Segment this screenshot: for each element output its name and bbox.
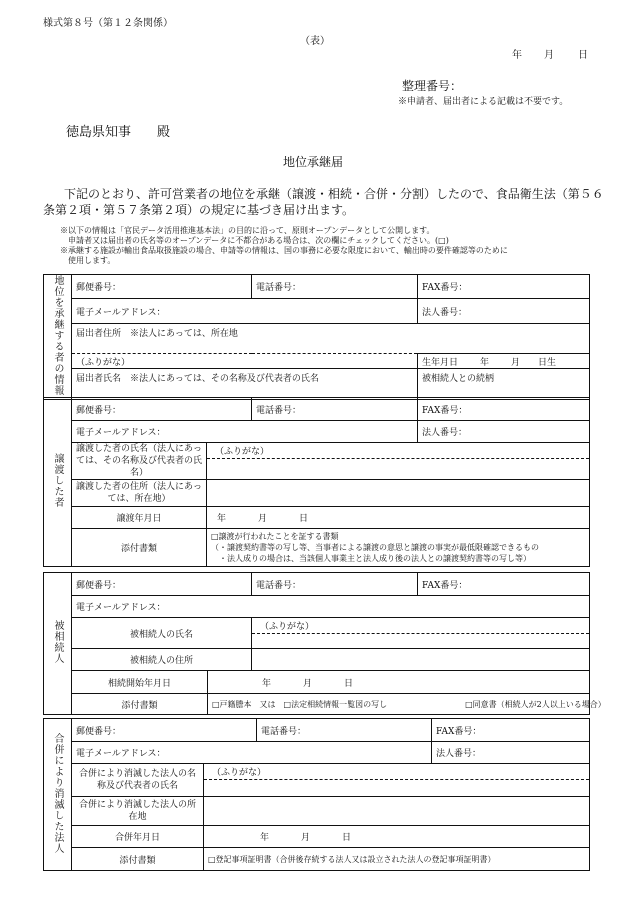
decedent-phone-field[interactable]: 電話番号： (252, 573, 418, 596)
transferor-docs-field[interactable]: □譲渡が行われたことを証する書類 （・譲渡契約書等の写し等、当事者による譲渡の意思と譲渡の事実が最低限確認できるもの ・法人成りの場合は、当該個人事業主と法人成り後の法人との譲渡契約書等の写し等） (207, 529, 590, 567)
note-line-1: ※以下の情報は「官民データ活用推進基本法」の目的に沿って、原則オープンデータとして公開します。 (60, 226, 435, 235)
date-day-label: 日 (578, 50, 588, 61)
successor-name-field[interactable]: 届出者氏名 ※法人にあっては、その名称及び代表者の氏名 (72, 369, 418, 400)
successor-furigana-field[interactable]: （ふりがな） (72, 354, 418, 369)
merged-postal-field[interactable]: 郵便番号： (72, 719, 257, 742)
section-decedent (43, 572, 606, 715)
inheritance-date-field[interactable]: 年 月 日 (208, 671, 590, 694)
section-merged-title: 合併により消滅した法人 (52, 732, 63, 854)
merged-address-field[interactable] (204, 797, 590, 826)
merged-name-field[interactable]: （ふりがな） (204, 764, 590, 797)
successor-phone-field[interactable]: 電話番号： (252, 275, 418, 299)
section-transferor (43, 397, 590, 567)
section-merged-corp (43, 718, 590, 871)
merged-fax-field[interactable]: FAX番号： (432, 719, 590, 742)
transferor-address-label: 譲渡した者の住所（法人にあっては、所在地） (72, 480, 207, 507)
section-decedent-title: 被相続人 (52, 620, 63, 664)
decedent-fax-field[interactable]: FAX番号： (418, 573, 590, 596)
form-number: 様式第８号（第１２条関係） (43, 18, 173, 29)
merged-phone-field[interactable]: 電話番号： (257, 719, 432, 742)
doc-consent-checkbox[interactable]: □同意書（相続人が2人以上いる場合） (465, 699, 606, 709)
section-decedent-title-cell (44, 573, 72, 715)
addressee: 徳島県知事 殿 (66, 125, 171, 140)
section-transferor-title-cell (44, 398, 72, 567)
page-side: （表） (300, 36, 330, 47)
transferor-docs-label: 添付書類 (72, 529, 207, 567)
seiri-note: ※申請者、届出者による記載は不要です。 (398, 97, 569, 107)
section-successor (43, 274, 590, 400)
decedent-address-field[interactable] (252, 649, 590, 671)
transfer-date-field[interactable]: 年 月 日 (207, 507, 590, 529)
successor-postal-field[interactable]: 郵便番号： (72, 275, 252, 299)
decedent-postal-field[interactable]: 郵便番号： (72, 573, 252, 596)
successor-email-field[interactable]: 電子メールアドレス： (72, 299, 418, 323)
merged-name-label: 合併により消滅した法人の名称及び代表者の氏名 (72, 764, 204, 797)
section-successor-title: 地位を承継する者の情報 (52, 275, 63, 396)
successor-address-field[interactable]: 届出者住所 ※法人にあっては、所在地 (72, 323, 590, 354)
section-successor-title-cell (44, 275, 72, 400)
transferor-name-field[interactable]: （ふりがな） (207, 443, 590, 480)
transferor-corp-no-field[interactable]: 法人番号： (418, 421, 590, 443)
merged-corp-no-field[interactable]: 法人番号： (432, 742, 590, 764)
section-transferor-title: 譲渡した者 (52, 453, 63, 508)
transferor-name-label: 譲渡した者の氏名（法人にあっては、その名称及び代表者の氏名） (72, 443, 207, 480)
successor-birth-field[interactable]: 生年月日 年 月 日生 (418, 354, 590, 369)
transferor-phone-field[interactable]: 電話番号： (252, 398, 418, 421)
successor-corp-no-field[interactable]: 法人番号： (418, 299, 590, 323)
decedent-name-label: 被相続人の氏名 (72, 618, 252, 649)
doc-registry-checkbox[interactable]: □登記事項証明書（合併後存続する法人又は設立された法人の登記事項証明書） (208, 854, 496, 864)
page-title: 地位承継届 (283, 155, 344, 169)
transferor-email-field[interactable]: 電子メールアドレス： (72, 421, 418, 443)
inheritance-date-label: 相続開始年月日 (72, 671, 208, 694)
note-line-3: ※承継する施設が輸出食品取扱施設の場合、申請等の情報は、国の事務に必要な限度において、輸出時の要件確認等のために (60, 246, 508, 255)
note-line-4: 使用します。 (60, 256, 116, 265)
decedent-name-field[interactable]: （ふりがな） (252, 618, 590, 649)
body-line-2: 条第２項・第５７条第２項）の規定に基づき届け出ます。 (43, 203, 355, 217)
note-line-2: 申請者又は届出者の氏名等のオープンデータに不都合がある場合は、次の欄にチェックしてください。(□) (60, 236, 449, 245)
date-year-label: 年 (512, 50, 522, 61)
transferor-postal-field[interactable]: 郵便番号： (72, 398, 252, 421)
merged-docs-label: 添付書類 (72, 848, 204, 871)
doc-family-register-checkbox[interactable]: □戸籍謄本 又は □法定相続情報一覧図の写し (212, 699, 388, 709)
merged-address-label: 合併により消滅した法人の所在地 (72, 797, 204, 826)
merger-date-label: 合併年月日 (72, 826, 204, 848)
decedent-address-label: 被相続人の住所 (72, 649, 252, 671)
successor-relation-field[interactable]: 被相続人との続柄 (418, 369, 590, 400)
merged-docs-field[interactable] (204, 848, 590, 871)
merger-date-field[interactable]: 年 月 日 (204, 826, 590, 848)
decedent-docs-label: 添付書類 (72, 694, 208, 715)
transferor-address-field[interactable] (207, 480, 590, 507)
merged-email-field[interactable]: 電子メールアドレス： (72, 742, 432, 764)
successor-fax-field[interactable]: FAX番号： (418, 275, 590, 299)
section-merged-title-cell (44, 719, 72, 871)
seiri-number-label: 整理番号： (402, 79, 463, 93)
date-month-label: 月 (544, 50, 554, 61)
decedent-email-field[interactable]: 電子メールアドレス： (72, 596, 590, 618)
transferor-fax-field[interactable]: FAX番号： (418, 398, 590, 421)
decedent-docs-field[interactable] (208, 694, 606, 715)
body-line-1: 下記のとおり、許可営業者の地位を承継（譲渡・相続・合併・分割）したので、食品衛生法（第５６ (64, 187, 604, 201)
transfer-date-label: 譲渡年月日 (72, 507, 207, 529)
